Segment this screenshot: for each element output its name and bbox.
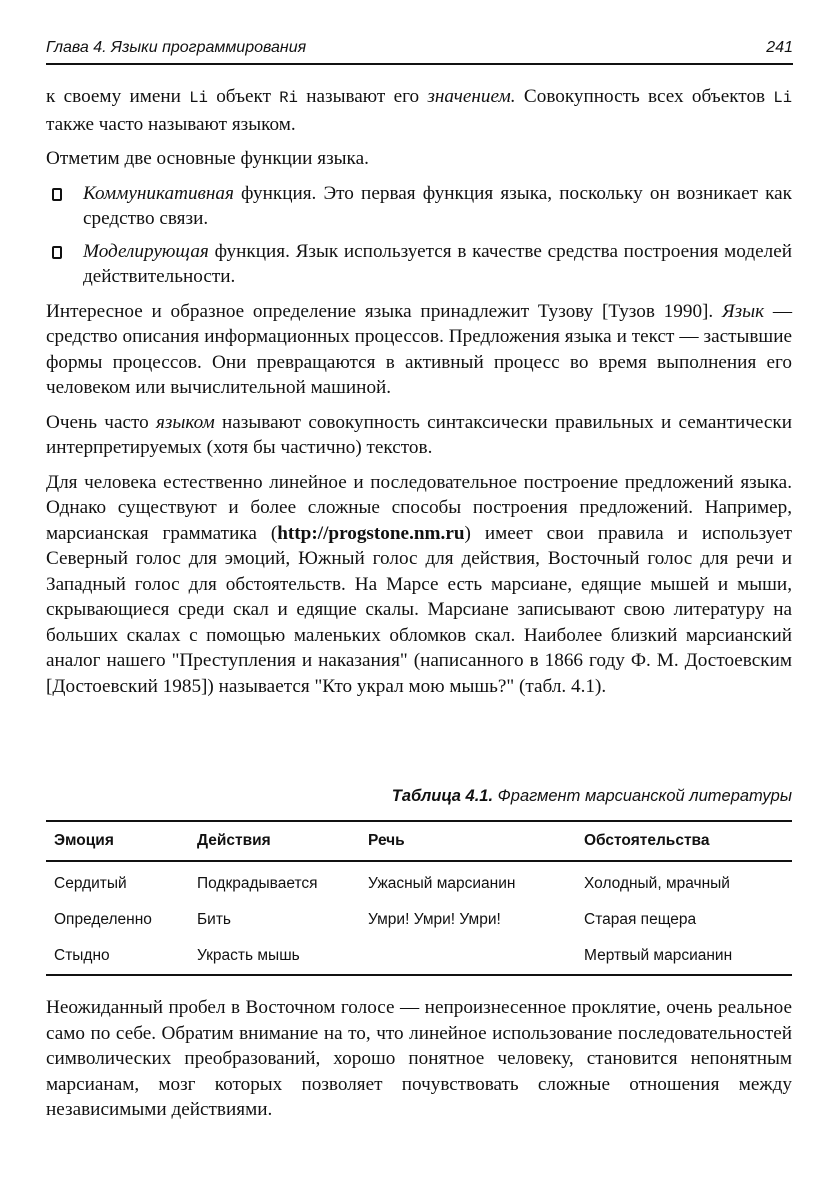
paragraph-4	[46, 410, 792, 461]
paragraph-3	[46, 299, 792, 401]
text-run: Очень часто	[46, 411, 156, 433]
column-header: Действия	[189, 821, 360, 861]
table-caption-label: Таблица 4.1.	[391, 787, 494, 805]
text-run: функция. Это первая функция языка, поскольку он возникает как средство связи.	[83, 182, 792, 229]
table-cell: Подкрадывается	[197, 875, 318, 892]
list-item	[46, 181, 792, 232]
text-run: Совокупность всех объектов	[515, 86, 774, 107]
text-run: объект	[207, 86, 280, 107]
table-cell: Ужасный марсианин	[368, 875, 516, 892]
martian-literature-table	[46, 820, 792, 976]
paragraph-6: Неожиданный пробел в Восточном голосе — непроизнесенное проклятие, очень реальное само по себе. Обратим внимание на то, что линейное использование последовательностей символических преобразований, хорошо понятное человеку, становится непонятным марсианам, мозг которых позволяет почувствовать сложные отношения между независимыми действиями.	[46, 997, 792, 1120]
code-li: Li	[773, 89, 793, 107]
table-cell	[360, 938, 576, 975]
url-link: http://progstone.nm.ru	[277, 522, 465, 544]
text-run: называют его	[297, 86, 428, 107]
table-cell: Умри! Умри! Умри!	[368, 911, 501, 928]
column-header: Обстоятельства	[576, 821, 792, 861]
text-run: также часто называют языком.	[46, 113, 296, 135]
table-cell: Старая пещера	[584, 911, 697, 928]
column-header: Эмоция	[46, 821, 189, 861]
chapter-title: Глава 4. Языки программирования	[46, 39, 307, 56]
running-header	[46, 37, 793, 65]
closing-text	[46, 995, 792, 1123]
table-caption	[46, 787, 792, 806]
code-ri: Ri	[279, 89, 298, 107]
term-emphasis: значением.	[427, 86, 516, 107]
main-text	[46, 84, 792, 708]
table-cell: Сердитый	[54, 875, 127, 892]
checkbox-bullet-icon	[52, 246, 62, 259]
table-row	[46, 902, 792, 938]
table-cell: Холодный, мрачный	[584, 875, 730, 892]
term-emphasis: Язык	[721, 300, 765, 322]
text-run: Интересное и образное определение языка принадлежит Тузову [Тузов 1990].	[46, 300, 722, 322]
table-cell: Мертвый марсианин	[576, 938, 792, 975]
term-emphasis: Коммуникативная	[83, 182, 234, 204]
table-cell: Бить	[197, 911, 232, 928]
paragraph-5	[46, 470, 792, 700]
paragraph-2: Отметим две основные функции языка.	[46, 148, 369, 169]
column-header: Речь	[360, 821, 576, 861]
text-run: — средство описания информационных процессов. Предложения языка и текст — застывшие формы процессов. Они превращаются в активный процесс во время выполнения его человеком или вычислительной машиной.	[46, 300, 793, 398]
text-run: к своему имени	[46, 86, 190, 107]
text-run: Для человека естественно линейное и последовательное построение предложений языка. Однако существуют и более сложные способы построения предложений. Например, марсианская грамматика (	[46, 471, 792, 544]
table-cell: Стыдно	[46, 938, 189, 975]
page-number: 241	[766, 39, 793, 56]
term-emphasis: Моделирующая	[83, 240, 209, 262]
list-item	[46, 239, 792, 290]
table-cell: Украсть мышь	[189, 938, 360, 975]
table-caption-text: Фрагмент марсианской литературы	[493, 787, 792, 805]
table-cell: Определенно	[54, 911, 152, 928]
checkbox-bullet-icon	[52, 188, 62, 201]
text-run: функция. Язык используется в качестве средства построения моделей действительности.	[83, 240, 792, 287]
table-row	[46, 861, 792, 902]
paragraph-1	[46, 84, 792, 137]
table-header-row	[46, 821, 792, 861]
text-run: ) имеет свои правила и использует Северный голос для эмоций, Южный голос для действия, Восточный голос для речи и Западный голос для обстоятельств. На Марсе есть марсиане, едящие мышей и мыши, скрывающиеся среди скал и едящие скалы. Марсиане записывают свою литературу на больших скалах с помощью маленьких обломков скал. Наиболее близкий марсианский аналог нашего "Преступления и наказания" (написанного в 1866 году Ф. М. Достоевским [Достоевский 1985]) называется "Кто украл мою мышь?" (табл. 4.1).	[46, 522, 792, 697]
text-run: называют совокупность синтаксически правильных и семантически интерпретируемых (хотя бы частично) текстов.	[46, 411, 793, 458]
table-row	[46, 938, 792, 975]
code-li: Li	[189, 89, 208, 107]
term-emphasis: языком	[155, 411, 215, 433]
functions-list	[46, 181, 792, 290]
